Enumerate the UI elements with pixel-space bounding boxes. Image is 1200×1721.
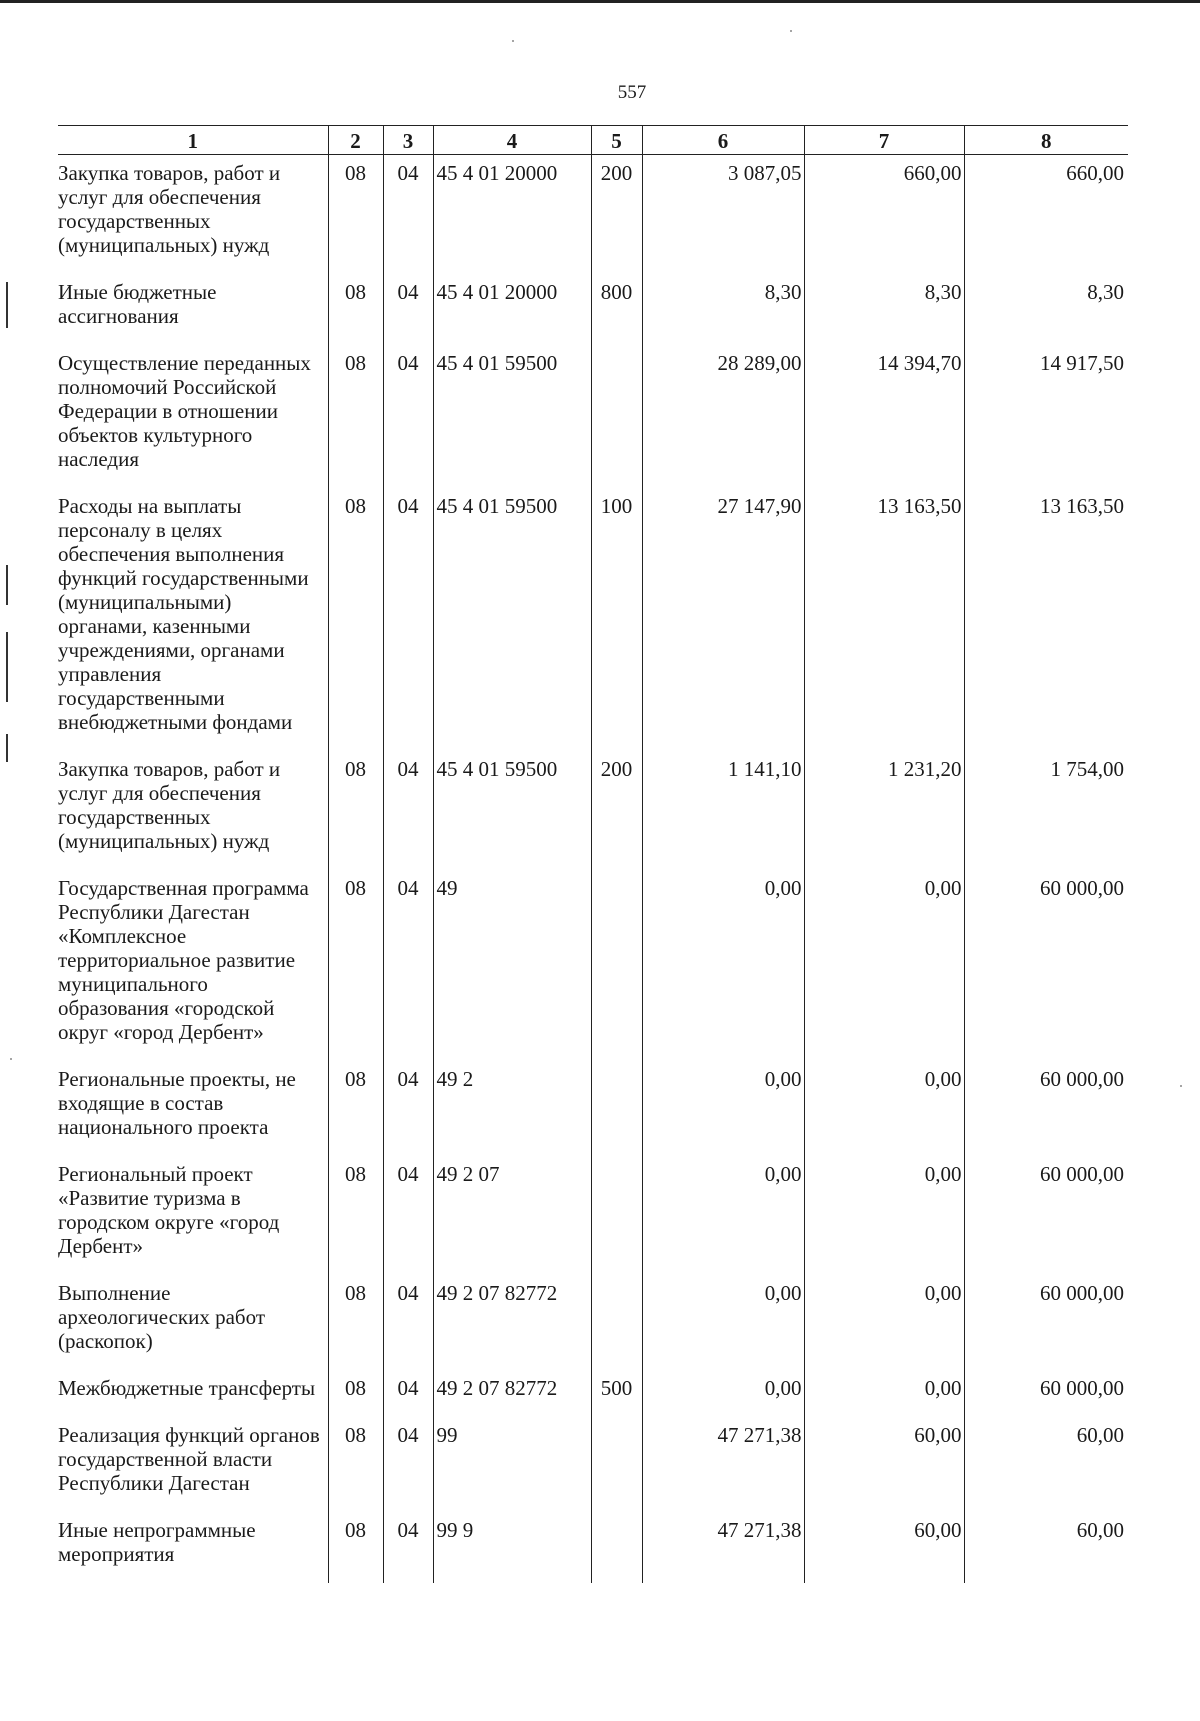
- subsection-code: 04: [383, 345, 433, 488]
- target-article-code: 45 4 01 59500: [433, 488, 591, 751]
- amount-col-6: 0,00: [642, 1156, 804, 1275]
- subsection-code: 04: [383, 155, 433, 275]
- scan-margin-mark: [6, 565, 8, 605]
- column-header: 1: [58, 126, 328, 155]
- column-header: 5: [591, 126, 642, 155]
- expense-name: Осуществление переданных полномочий Российской Федерации в отношении объектов культурного наследия: [58, 351, 311, 471]
- scan-speck: [1180, 1085, 1182, 1087]
- section-code: 08: [328, 345, 383, 488]
- amount-col-6: 0,00: [642, 1061, 804, 1156]
- amount-col-8: 60 000,00: [964, 1156, 1128, 1275]
- target-article-code: 99 9: [433, 1512, 591, 1583]
- table-row: [58, 1061, 1128, 1156]
- target-article-code: 45 4 01 59500: [433, 751, 591, 870]
- scan-speck: [10, 1058, 12, 1060]
- amount-col-6: 8,30: [642, 274, 804, 345]
- expense-type-code: [591, 1061, 642, 1156]
- table-row: [58, 488, 1128, 751]
- column-header: 7: [804, 126, 964, 155]
- amount-col-7: 0,00: [804, 1061, 964, 1156]
- amount-col-6: 47 271,38: [642, 1512, 804, 1583]
- expense-name: Закупка товаров, работ и услуг для обеспечения государственных (муниципальных) нужд: [58, 757, 281, 853]
- expense-type-code: [591, 1512, 642, 1583]
- amount-col-8: 1 754,00: [964, 751, 1128, 870]
- target-article-code: 45 4 01 20000: [433, 155, 591, 275]
- section-code: 08: [328, 1275, 383, 1370]
- expense-name: Выполнение археологических работ (раскопок): [58, 1281, 265, 1353]
- scan-margin-mark: [6, 282, 8, 328]
- target-article-code: 99: [433, 1417, 591, 1512]
- amount-col-7: 1 231,20: [804, 751, 964, 870]
- subsection-code: 04: [383, 1370, 433, 1417]
- amount-col-6: 28 289,00: [642, 345, 804, 488]
- expense-type-code: 800: [591, 274, 642, 345]
- amount-col-7: 660,00: [804, 155, 964, 275]
- expense-type-code: 200: [591, 155, 642, 275]
- section-code: 08: [328, 1156, 383, 1275]
- section-code: 08: [328, 274, 383, 345]
- expense-type-code: 500: [591, 1370, 642, 1417]
- table-row: [58, 274, 1128, 345]
- amount-col-8: 14 917,50: [964, 345, 1128, 488]
- target-article-code: 45 4 01 20000: [433, 274, 591, 345]
- section-code: 08: [328, 751, 383, 870]
- table-row: [58, 870, 1128, 1061]
- target-article-code: 45 4 01 59500: [433, 345, 591, 488]
- section-code: 08: [328, 155, 383, 275]
- amount-col-7: 60,00: [804, 1417, 964, 1512]
- column-header: 8: [964, 126, 1128, 155]
- amount-col-6: 27 147,90: [642, 488, 804, 751]
- column-header: 2: [328, 126, 383, 155]
- expense-name: Расходы на выплаты персоналу в целях обеспечения выполнения функций государственными (муниципальными) органами, казенными учреждениями, органами управления государственными внебюджетными фондами: [58, 494, 309, 734]
- table-row: [58, 1275, 1128, 1370]
- expense-name: Иные непрограммные мероприятия: [58, 1518, 256, 1566]
- expense-name: Государственная программа Республики Дагестан «Комплексное территориальное развитие муниципального образования «городской округ «город Дербент»: [58, 876, 309, 1044]
- target-article-code: 49: [433, 870, 591, 1061]
- amount-col-8: 60 000,00: [964, 870, 1128, 1061]
- subsection-code: 04: [383, 1275, 433, 1370]
- amount-col-7: 60,00: [804, 1512, 964, 1583]
- scan-margin-mark: [6, 632, 8, 702]
- section-code: 08: [328, 870, 383, 1061]
- amount-col-8: 60,00: [964, 1417, 1128, 1512]
- amount-col-8: 60 000,00: [964, 1061, 1128, 1156]
- expense-type-code: [591, 345, 642, 488]
- amount-col-7: 14 394,70: [804, 345, 964, 488]
- column-header: 6: [642, 126, 804, 155]
- budget-allocation-table: [58, 125, 1128, 1583]
- expense-type-code: [591, 1156, 642, 1275]
- scan-speck: [790, 30, 792, 32]
- subsection-code: 04: [383, 1417, 433, 1512]
- amount-col-8: 660,00: [964, 155, 1128, 275]
- subsection-code: 04: [383, 751, 433, 870]
- target-article-code: 49 2: [433, 1061, 591, 1156]
- scan-top-edge-line: [0, 0, 1200, 3]
- target-article-code: 49 2 07 82772: [433, 1370, 591, 1417]
- amount-col-8: 60,00: [964, 1512, 1128, 1583]
- target-article-code: 49 2 07: [433, 1156, 591, 1275]
- expense-name: Региональный проект «Развитие туризма в городском округе «город Дербент»: [58, 1162, 280, 1258]
- amount-col-8: 8,30: [964, 274, 1128, 345]
- amount-col-7: 13 163,50: [804, 488, 964, 751]
- column-header: 3: [383, 126, 433, 155]
- expense-type-code: 200: [591, 751, 642, 870]
- table-row: [58, 155, 1128, 275]
- amount-col-7: 0,00: [804, 1275, 964, 1370]
- subsection-code: 04: [383, 488, 433, 751]
- section-code: 08: [328, 1417, 383, 1512]
- amount-col-6: 0,00: [642, 1275, 804, 1370]
- subsection-code: 04: [383, 1156, 433, 1275]
- expense-name: Межбюджетные трансферты: [58, 1376, 316, 1400]
- amount-col-6: 47 271,38: [642, 1417, 804, 1512]
- amount-col-6: 3 087,05: [642, 155, 804, 275]
- table-row: [58, 1512, 1128, 1583]
- subsection-code: 04: [383, 870, 433, 1061]
- table-row: [58, 1156, 1128, 1275]
- expense-type-code: [591, 1275, 642, 1370]
- column-number-row: [58, 126, 1128, 155]
- scan-speck: [512, 40, 514, 42]
- amount-col-6: 0,00: [642, 1370, 804, 1417]
- expense-name: Реализация функций органов государственной власти Республики Дагестан: [58, 1423, 320, 1495]
- section-code: 08: [328, 1512, 383, 1583]
- expense-name: Иные бюджетные ассигнования: [58, 280, 217, 328]
- expense-type-code: [591, 870, 642, 1061]
- target-article-code: 49 2 07 82772: [433, 1275, 591, 1370]
- expense-name: Региональные проекты, не входящие в состав национального проекта: [58, 1067, 296, 1139]
- table-row: [58, 1417, 1128, 1512]
- amount-col-7: 0,00: [804, 870, 964, 1061]
- table-row: [58, 1370, 1128, 1417]
- amount-col-6: 1 141,10: [642, 751, 804, 870]
- amount-col-7: 0,00: [804, 1156, 964, 1275]
- amount-col-7: 8,30: [804, 274, 964, 345]
- scan-margin-mark: [6, 734, 8, 762]
- page-number: 557: [617, 82, 647, 103]
- expense-type-code: [591, 1417, 642, 1512]
- section-code: 08: [328, 488, 383, 751]
- expense-type-code: 100: [591, 488, 642, 751]
- amount-col-8: 60 000,00: [964, 1370, 1128, 1417]
- amount-col-7: 0,00: [804, 1370, 964, 1417]
- table-row: [58, 345, 1128, 488]
- section-code: 08: [328, 1370, 383, 1417]
- amount-col-6: 0,00: [642, 870, 804, 1061]
- subsection-code: 04: [383, 1061, 433, 1156]
- subsection-code: 04: [383, 274, 433, 345]
- section-code: 08: [328, 1061, 383, 1156]
- column-header: 4: [433, 126, 591, 155]
- amount-col-8: 60 000,00: [964, 1275, 1128, 1370]
- subsection-code: 04: [383, 1512, 433, 1583]
- table-row: [58, 751, 1128, 870]
- amount-col-8: 13 163,50: [964, 488, 1128, 751]
- expense-name: Закупка товаров, работ и услуг для обеспечения государственных (муниципальных) нужд: [58, 161, 281, 257]
